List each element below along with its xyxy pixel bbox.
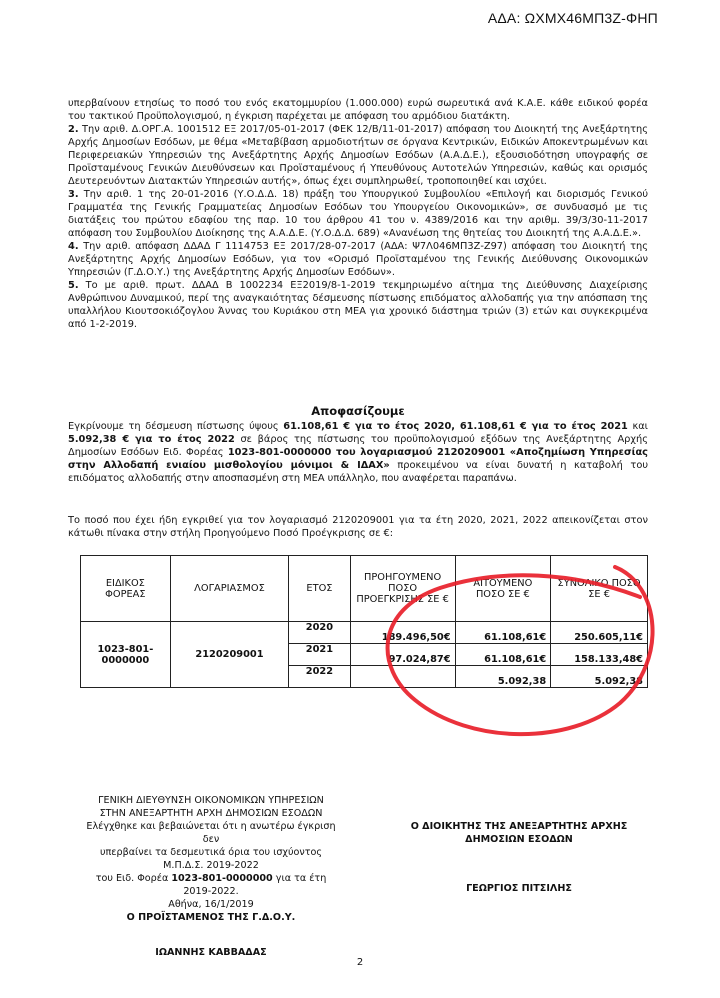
header-foreas: ΕΙΔΙΚΟΣ ΦΟΡΕΑΣ: [81, 556, 171, 622]
cell-year: 2021: [289, 644, 350, 666]
cell-year: 2022: [289, 666, 350, 688]
cell-req: 5.092,38: [455, 666, 551, 688]
decision-heading: Αποφασίζουμε: [311, 404, 405, 418]
verification-line: Ελέγχθηκε και βεβαιώνεται ότι η ανωτέρω έγκριση δεν: [86, 821, 336, 845]
table-intro: Το ποσό που έχει ήδη εγκριθεί για τον λογαριασμό 2120209001 για τα έτη 2020, 2021, 2022 απεικονίζεται στον κάτωθι πίνακα στην στήλη Προηγούμενο Ποσό Προέγκρισης σε €:: [68, 515, 648, 539]
governor-signature: [408, 820, 630, 895]
cell-prev: 97.024,87€: [350, 644, 455, 666]
table-row: [81, 622, 648, 644]
header-account: ΛΟΓΑΡΙΑΣΜΟΣ: [170, 556, 288, 622]
verification-line: υπερβαίνει τα δεσμευτικά όρια του ισχύοντος Μ.Π.Δ.Σ. 2019-2022: [99, 847, 323, 871]
table-intro-text: [68, 514, 648, 540]
cell-prev: [350, 666, 455, 688]
paragraph-continuation: υπερβαίνουν ετησίως το ποσό του ενός εκατομμυρίου (1.000.000) ευρώ σωρευτικά ανά Κ.Α.Ε. κάθε ειδικού φορέα του τακτικού Προϋπολογισμού, η έγκριση παρέχεται με απόφαση του αρμόδιου διατάκτη.: [68, 98, 648, 122]
header-total-amount: ΣΥΝΟΛΙΚΟ ΠΟΣΟ ΣΕ €: [551, 556, 648, 622]
budget-table: [80, 555, 648, 688]
header-year: ΕΤΟΣ: [289, 556, 350, 622]
cell-year: 2020: [289, 622, 350, 644]
financial-services-signature: [82, 794, 340, 959]
paragraph-4: 4. Την αριθ. απόφαση ΔΔΑΔ Γ 1114753 ΕΞ 2017/28-07-2017 (ΑΔΑ: Ψ7Λ046ΜΠ3Ζ-Ζ97) απόφαση του Διοικητή της Ανεξάρτητης Αρχής Δημοσίων Εσόδων, για τον «Ορισμό Προϊσταμένου της Γενικής Διεύθυνσης Οικονομικών Υπηρεσιών (Γ.Δ.Ο.Υ.) της Ανεξάρτητης Αρχής Δημοσίων Εσόδων».: [68, 241, 648, 278]
decision-text: [68, 420, 648, 485]
governor-title: Ο ΔΙΟΙΚΗΤΗΣ ΤΗΣ ΑΝΕΞΑΡΤΗΤΗΣ ΑΡΧΗΣ: [410, 821, 628, 832]
signature-date: Αθήνα, 16/1/2019: [168, 899, 254, 910]
cell-total: 250.605,11€: [551, 622, 648, 644]
verification-line: του Ειδ. Φορέα 1023-801-0000000 για τα έτη 2019-2022.: [95, 873, 327, 897]
cell-foreas: 1023-801-0000000: [81, 622, 171, 688]
governor-title: ΔΗΜΟΣΙΩΝ ΕΣΟΔΩΝ: [465, 834, 573, 845]
signatory-role: Ο ΠΡΟΪΣΤΑΜΕΝΟΣ ΤΗΣ Γ.Δ.Ο.Υ.: [126, 912, 296, 923]
header-prev-amount: ΠΡΟΗΓΟΥΜΕΝΟ ΠΟΣΟ ΠΡΟΕΓΚΡΙΣΗΣ ΣΕ €: [350, 556, 455, 622]
paragraph-3: 3. Την αριθ. 1 της 20-01-2016 (Υ.Ο.Δ.Δ. 18) πράξη του Υπουργικού Συμβουλίου «Επιλογή και διορισμός Γενικού Γραμματέα της Γενικής Γραμματείας Δημοσίων Εσόδων του Υπουργείου Οικονομικών», σε συνδυασμό με τις διατάξεις του πρώτου εδαφίου της παρ. 10 του άρθρου 41 του ν. 4389/2016 και την αριθμ. 39/3/30-11-2017 απόφαση του Συμβουλίου Διοίκησης της Α.Α.Δ.Ε. (Υ.Ο.Δ.Δ. 689) «Ανανέωση της θητείας του Διοικητή της Α.Α.Δ.Ε.».: [68, 189, 648, 239]
governor-name: ΓΕΩΡΓΙΟΣ ΠΙΤΣΙΛΗΣ: [466, 883, 572, 894]
page-number: 2: [356, 957, 364, 968]
cell-prev: 189.496,50€: [350, 622, 455, 644]
paragraph-2: 2. Την αριθ. Δ.ΟΡΓ.Α. 1001512 ΕΞ 2017/05-01-2017 (ΦΕΚ 12/Β/11-01-2017) απόφαση του Διοικητή της Ανεξάρτητης Αρχής Δημοσίων Εσόδων, με θέμα «Μεταβίβαση αρμοδιοτήτων σε όργανα Κεντρικών, Ειδικών Αποκεντρωμένων και Περιφερειακών Υπηρεσιών της Ανεξάρτητης Αρχής Δημοσίων Εσόδων (Α.Α.Δ.Ε.), εξουσιοδότηση υπογραφής σε Προϊσταμένους Γενικών Διευθύνσεων και Προϊσταμένους ή Υπευθύνους Αυτοτελών Υπηρεσιών, καθώς και ορισμός Δευτερευόντων Διατακτών Υπηρεσιών αυτής», όπως έχει συμπληρωθεί, τροποποιηθεί και ισχύει.: [68, 124, 648, 187]
cell-account: 2120209001: [170, 622, 288, 688]
ada-code: ΑΔΑ: ΩΧΜΧ46ΜΠ3Ζ-ΦΗΠ: [487, 10, 658, 26]
cell-req: 61.108,61€: [455, 644, 551, 666]
header-requested-amount: ΑΙΤΟΥΜΕΝΟ ΠΟΣΟ ΣΕ €: [455, 556, 551, 622]
cell-total: 158.133,48€: [551, 644, 648, 666]
decision-paragraph: Εγκρίνουμε τη δέσμευση πίστωσης ύψους 61.108,61 € για το έτος 2020, 61.108,61 € για το έτος 2021 και 5.092,38 € για το έτος 2022 σε βάρος της πίστωσης του προϋπολογισμού εξόδων της Ανεξάρτητης Αρχής Δημοσίων Εσόδων Ειδ. Φορέας 1023-801-0000000 του λογαριασμού 2120209001 «Αποζημίωση Υπηρεσίας στην Αλλοδαπή ενιαίου μισθολογίου μόνιμοι & ΙΔΑΧ» προκειμένου να είναι δυνατή η καταβολή του επιδόματος αλλοδαπής στην αποσπασμένη στη ΜΕΑ υπάλληλο, που αναφέρεται παραπάνω.: [68, 421, 648, 484]
gdoy-title-line: ΓΕΝΙΚΗ ΔΙΕΥΘΥΝΣΗ ΟΙΚΟΝΟΜΙΚΩΝ ΥΠΗΡΕΣΙΩΝ: [98, 795, 324, 806]
cell-total: 5.092,38: [551, 666, 648, 688]
considerations-text: [68, 97, 648, 331]
signatory-name: ΙΩΑΝΝΗΣ ΚΑΒΒΑΔΑΣ: [155, 947, 267, 958]
cell-req: 61.108,61€: [455, 622, 551, 644]
gdoy-title-line: ΣΤΗΝ ΑΝΕΞΑΡΤΗΤΗ ΑΡΧΗ ΔΗΜΟΣΙΩΝ ΕΣΟΔΩΝ: [99, 808, 323, 819]
paragraph-5: 5. Το με αριθ. πρωτ. ΔΔΑΔ Β 1002234 ΕΞ2019/8-1-2019 τεκμηριωμένο αίτημα της Διεύθυνσης Διαχείρισης Ανθρώπινου Δυναμικού, περί της αναγκαιότητας δέσμευσης πίστωσης επιδόματος αλλοδαπής για την απόσπαση της υπαλλήλου Κιουτσοκιόζογλου Άννας του Κυριάκου στη ΜΕΑ για χρονικό διάστημα τριών (3) ετών και συγκεκριμένα από 1-2-2019.: [68, 280, 648, 330]
